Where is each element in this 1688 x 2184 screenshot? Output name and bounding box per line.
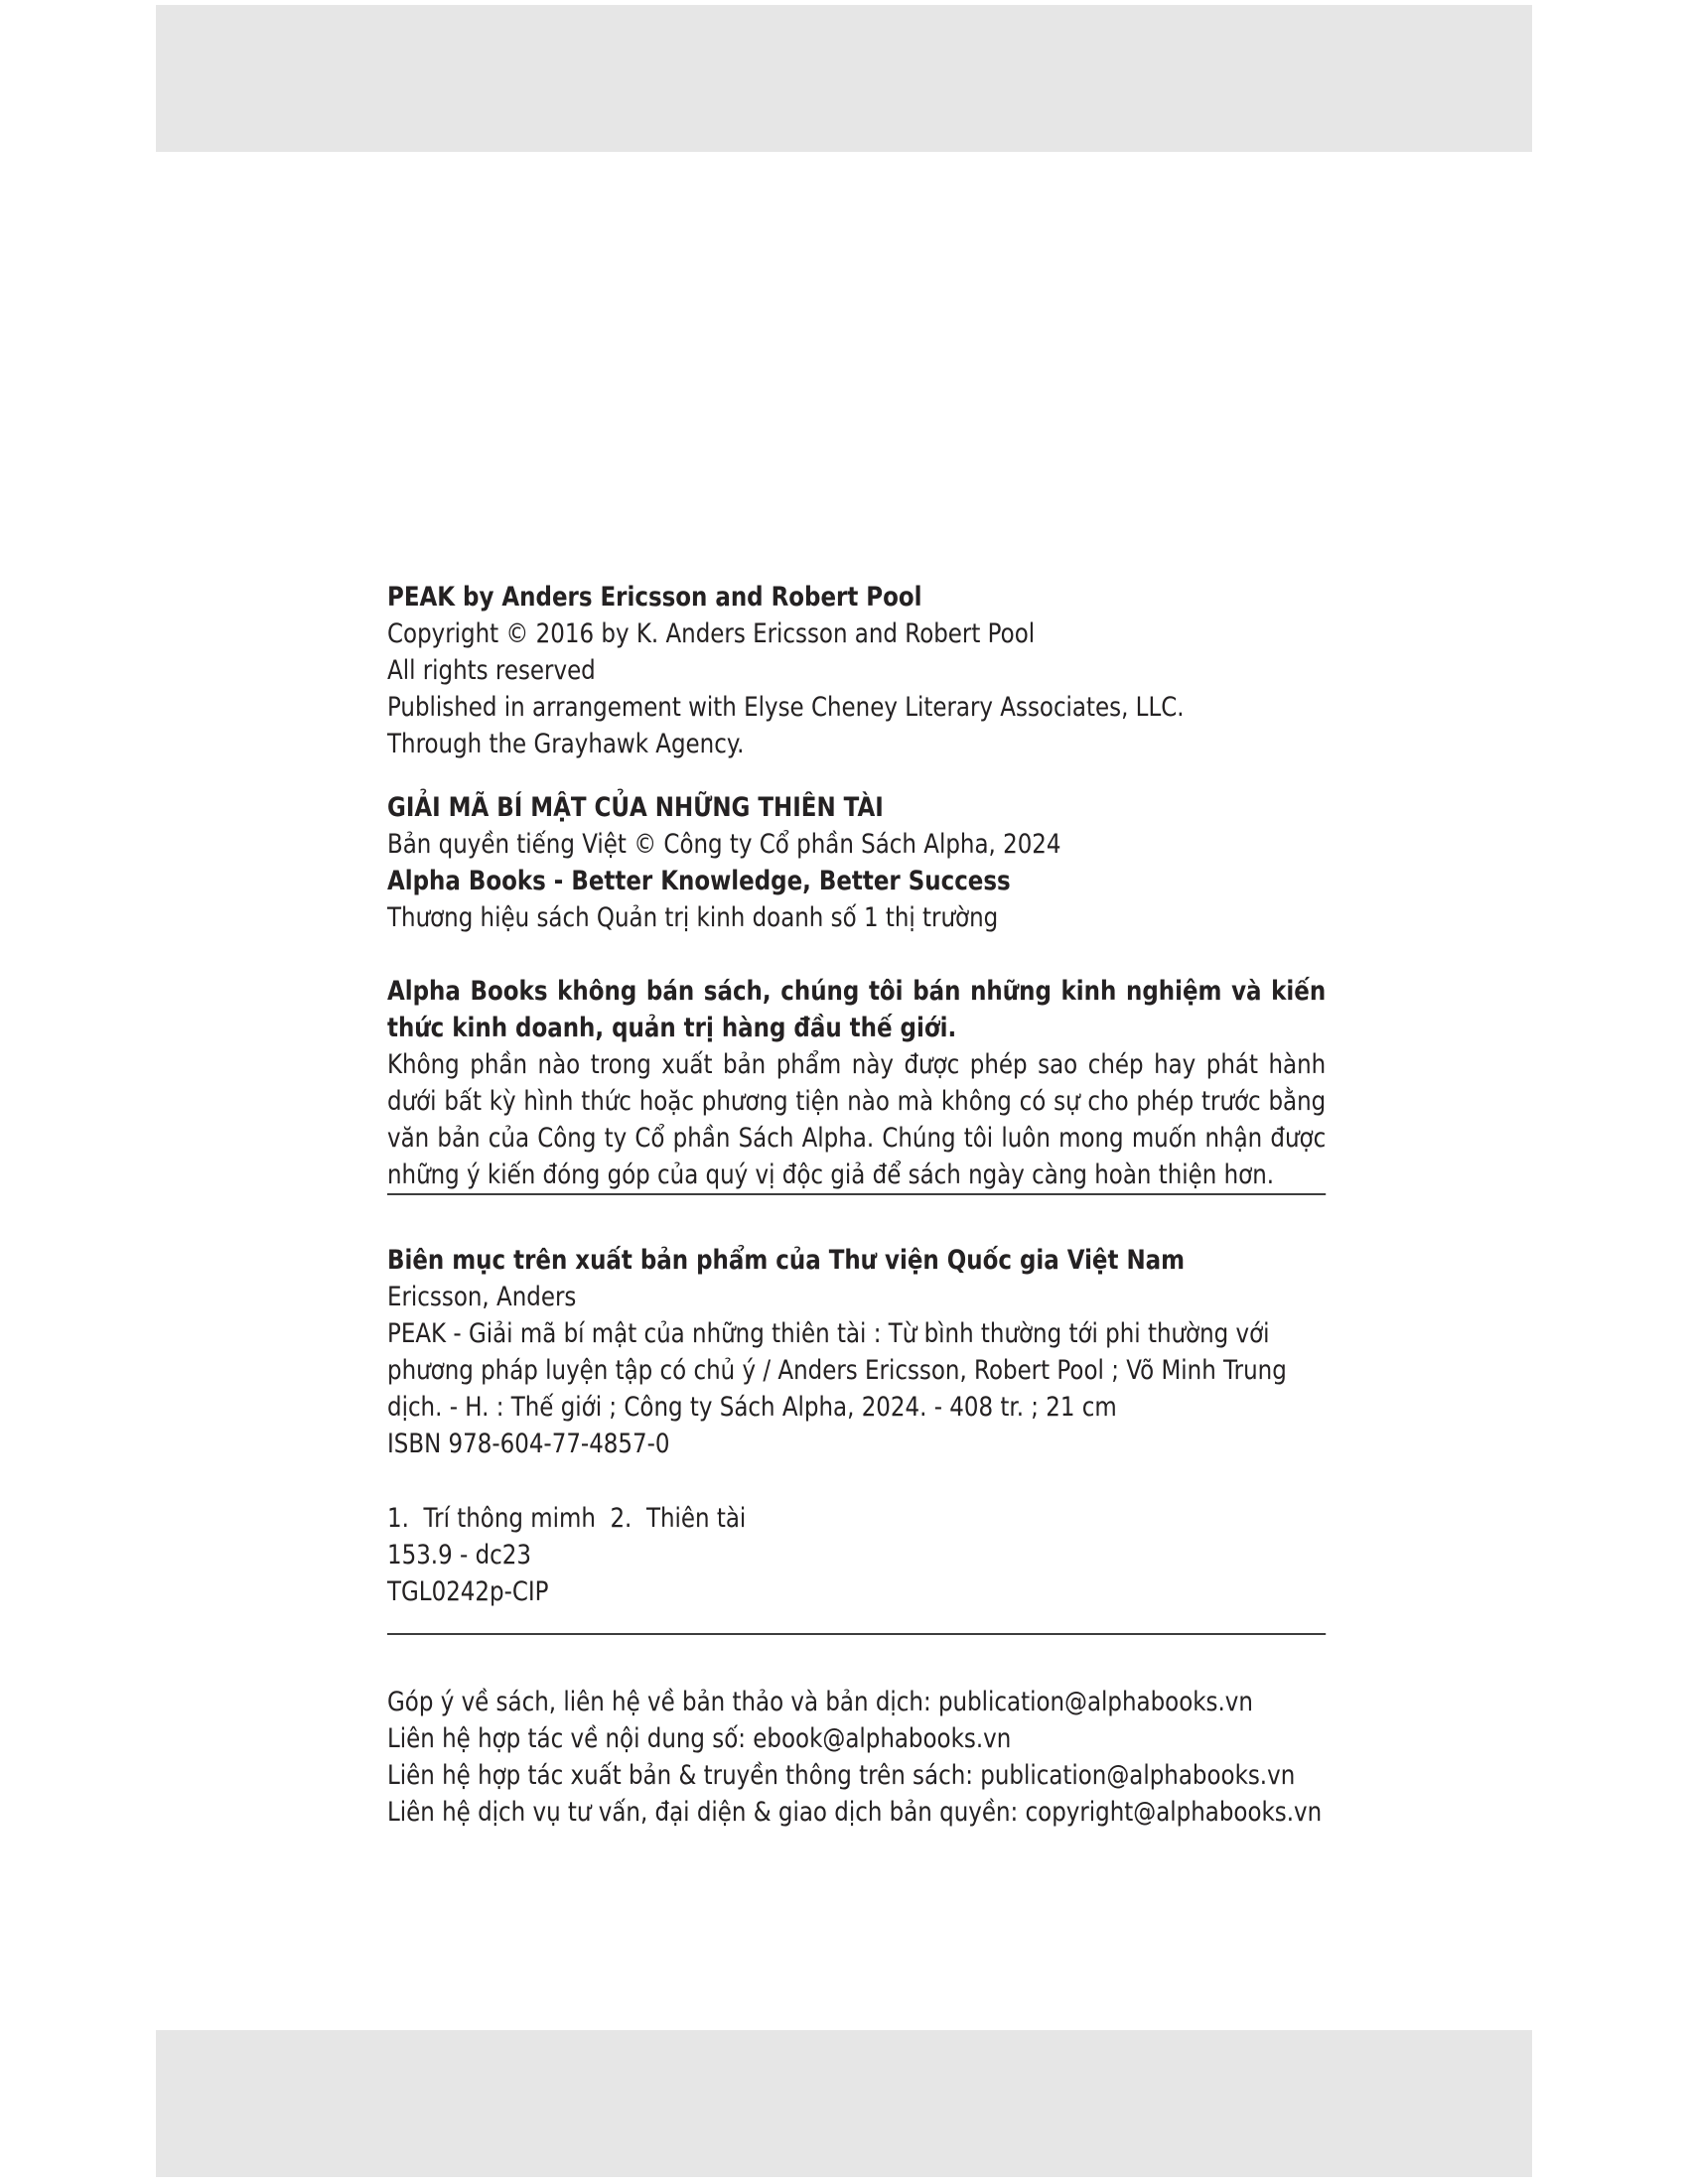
classification-block [387, 1500, 1326, 1610]
vietnamese-title-heading: GIẢI MÃ BÍ MẬT CỦA NHỮNG THIÊN TÀI [387, 792, 884, 823]
cataloging-in-publication-block [387, 1242, 1326, 1462]
isbn-line: ISBN 978-604-77-4857-0 [387, 1429, 670, 1459]
contact-line-copyright: Liên hệ dịch vụ tư vấn, đại diện & giao dịch bản quyền: copyright@alphabooks.vn [387, 1797, 1323, 1828]
brand-slogan: Alpha Books - Better Knowledge, Better Success [387, 866, 1011, 896]
section-divider-rule-bottom [387, 1633, 1326, 1635]
subject-entries-line: 1. Trí thông mimh 2. Thiên tài [387, 1503, 747, 1534]
ddc-number-line: 153.9 - dc23 [387, 1540, 531, 1570]
contact-line-digital: Liên hệ hợp tác về nội dung số: ebook@alphabooks.vn [387, 1723, 1012, 1754]
cataloging-heading: Biên mục trên xuất bản phẩm của Thư viện Quốc gia Việt Nam [387, 1245, 1186, 1276]
arrangement-line: Published in arrangement with Elyse Cheney Literary Associates, LLC. [387, 692, 1185, 723]
rights-notice-paragraph: Không phần nào trong xuất bản phẩm này được phép sao chép hay phát hành dưới bất kỳ hình thức hoặc phương tiện nào mà không có sự cho phép trước bằng văn bản của Công ty Cổ phần Sách Alpha. Chúng tôi luôn mong muốn nhận được những ý kiến đóng góp của quý vị độc giả để sách ngày càng hoàn thiện hơn. [387, 1049, 1327, 1190]
contact-line-manuscript: Góp ý về sách, liên hệ về bản thảo và bản dịch: publication@alphabooks.vn [387, 1687, 1253, 1717]
contact-block [387, 1684, 1326, 1831]
vietnamese-copyright-line: Bản quyền tiếng Việt © Công ty Cổ phần Sách Alpha, 2024 [387, 829, 1061, 860]
original-copyright-block [387, 579, 1326, 762]
cataloging-author-entry: Ericsson, Anders [387, 1282, 577, 1312]
brand-tagline: Thương hiệu sách Quản trị kinh doanh số 1 thị trường [387, 902, 999, 933]
cataloging-description: PEAK - Giải mã bí mật của những thiên tài : Từ bình thường tới phi thường với phương pháp luyện tập có chủ ý / Anders Ericsson, Robert Pool ; Võ Minh Trung dịch. - H. : Thế giới ; Công ty Sách Alpha, 2024. - 408 tr. ; 21 cm [387, 1318, 1287, 1423]
original-title-line: PEAK by Anders Ericsson and Robert Pool [387, 582, 922, 613]
copyright-year-line: Copyright © 2016 by K. Anders Ericsson and Robert Pool [387, 618, 1036, 649]
contact-line-publishing: Liên hệ hợp tác xuất bản & truyền thông trên sách: publication@alphabooks.vn [387, 1760, 1296, 1791]
agency-line: Through the Grayhawk Agency. [387, 729, 745, 759]
cip-control-number-line: TGL0242p-CIP [387, 1576, 549, 1607]
bottom-page-edge-band [156, 2030, 1532, 2177]
brand-block [387, 863, 1326, 936]
brand-mission-statement: Alpha Books không bán sách, chúng tôi bán những kinh nghiệm và kiến thức kinh doanh, quản trị hàng đầu thế giới. [387, 976, 1327, 1043]
copyright-page-content [387, 579, 1326, 1831]
section-divider-rule-top [387, 1193, 1326, 1195]
rights-reserved-line: All rights reserved [387, 655, 596, 686]
top-page-edge-band [156, 5, 1532, 152]
